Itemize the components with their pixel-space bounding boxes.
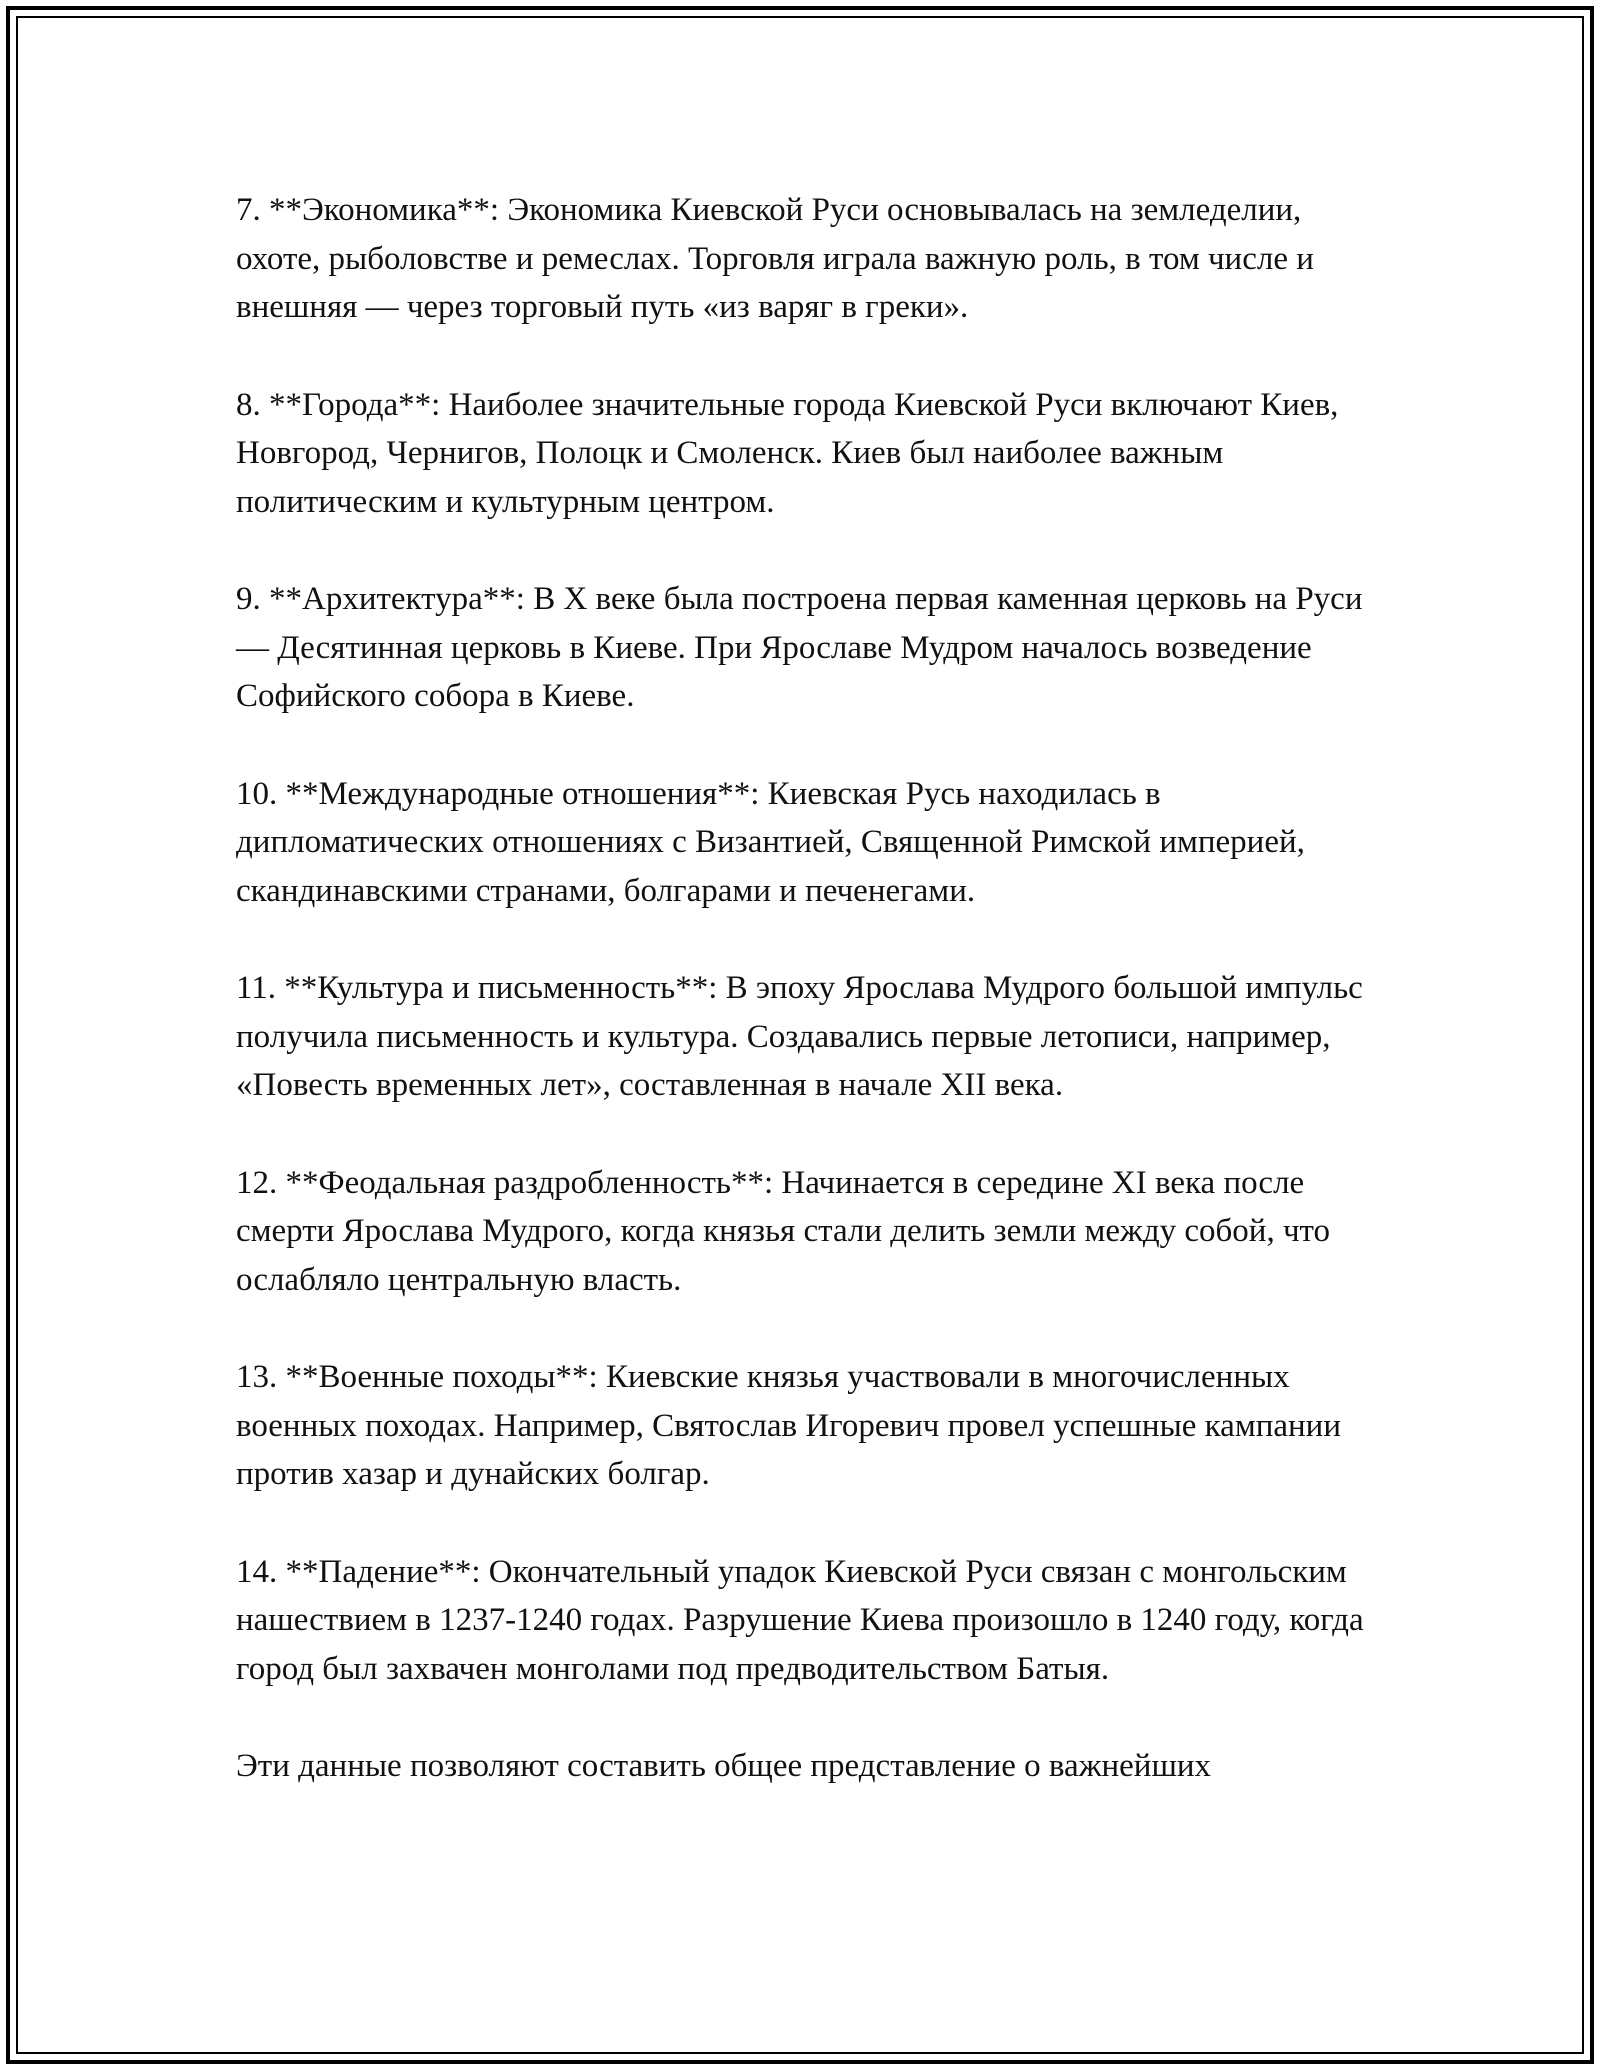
paragraph-conclusion: Эти данные позволяют составить общее представление о важнейших [236,1748,1212,1784]
paragraph-fall: 14. **Падение**: Окончательный упадок Киевской Руси связан с монгольским нашествием в 1237-1240 годах. Разрушение Киева произошло в 1240 году, когда город был захвачен монголами под предводительством Батыя. [236,1553,1364,1687]
paragraph-cities: 8. **Города**: Наиболее значительные города Киевской Руси включают Киев, Новгород, Чернигов, Полоцк и Смоленск. Киев был наиболее важным политическим и культурным центром. [236,386,1339,520]
paragraph-architecture: 9. **Архитектура**: В X веке была построена первая каменная церковь на Руси — Десятинная церковь в Киеве. При Ярославе Мудром началось возведение Софийского собора в Киеве. [236,581,1363,714]
paragraph-feudal-fragmentation: 12. **Феодальная раздробленность**: Начинается в середине XI века после смерти Ярослава Мудрого, когда князья стали делить земли между собой, что ослабляло центральную власть. [236,1164,1331,1298]
paragraph-international-relations: 10. **Международные отношения**: Киевская Русь находилась в дипломатических отношениях с Византией, Священной Римской империей, скандинавскими странами, болгарами и печенегами. [236,775,1305,909]
document-body [236,186,1376,1840]
paragraph-culture-writing: 11. **Культура и письменность**: В эпоху Ярослава Мудрого большой импульс получила письменность и культура. Создавались первые летописи, например, «Повесть временных лет», составленная в начале XII века. [236,970,1363,1103]
paragraph-military-campaigns: 13. **Военные походы**: Киевские князья участвовали в многочисленных военных походах. Например, Святослав Игоревич провел успешные кампании против хазар и дунайских болгар. [236,1359,1341,1492]
paragraph-economy: 7. **Экономика**: Экономика Киевской Руси основывалась на земледелии, охоте, рыболовстве и ремеслах. Торговля играла важную роль, в том числе и внешняя — через торговый путь «из варяг в греки». [236,192,1314,325]
